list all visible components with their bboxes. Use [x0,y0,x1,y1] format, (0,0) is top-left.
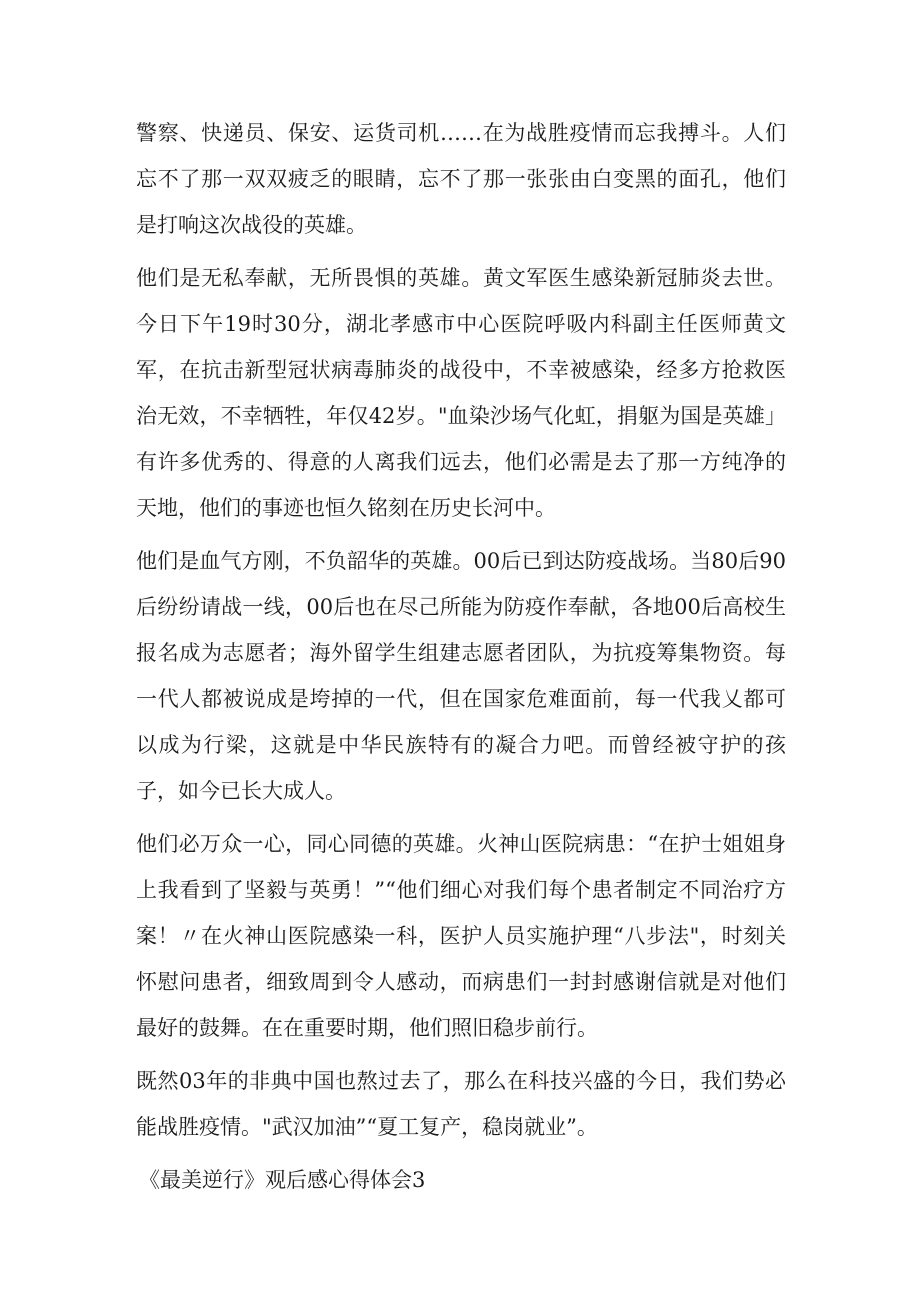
document-page [136,110,786,1203]
paragraph-4: 他们必万众一心，同心同德的英雄。火神山医院病患：“在护士姐姐身上我看到了坚毅与英勇！”“他们细心对我们每个患者制定不同治疗方案！〃在火神山医院感染一科，医护人员实施护理“八步法"，时刻关怀慰问患者，细致周到令人感动，而病患们一封封感谢信就是对他们最好的鼓舞。在在重要时期，他们照旧稳步前行。 [136,832,786,1040]
paragraph-1: 警察、快递员、保安、运货司机……在为战胜疫情而忘我搏斗。人们忘不了那一双双疲乏的眼睛，忘不了那一张张由白变黑的面孔，他们是打响这次战役的英雄。 [136,121,786,237]
paragraph-5: 既然03年的非典中国也熬过去了，那么在科技兴盛的今日，我们势必能战胜疫情。"武汉加油”“夏工复产，稳岗就业”。 [136,1069,786,1139]
paragraph-3: 他们是血气方刚，不负韶华的英雄。00后已到达防疫战场。当80后90后纷纷请战一线，00后也在尽己所能为防疫作奉献，各地00后高校生报名成为志愿者；海外留学生组建志愿者团队，为抗疫筹集物资。每一代人都被说成是垮掉的一代，但在国家危难面前，每一代我乂都可以成为行梁，这就是中华民族特有的凝合力吧。而曾经被守护的孩子，如今已长大成人。 [136,549,786,803]
section-heading: 《最美逆行》观后感心得体会3 [139,1168,426,1192]
paragraph-2: 他们是无私奉献，无所畏惧的英雄。黄文军医生感染新冠肺炎去世。今日下午19时30分，湖北孝感市中心医院呼吸内科副主任医师黄文军，在抗击新型冠状病毒肺炎的战役中，不幸被感染，经多方抢救医治无效，不幸牺牲，年仅42岁。"血染沙场气化虹，捐躯为国是英雄」有许多优秀的、得意的人离我们远去，他们必需是去了那一方纯净的天地，他们的事迹也恒久铭刻在历史长河中。 [136,266,786,520]
